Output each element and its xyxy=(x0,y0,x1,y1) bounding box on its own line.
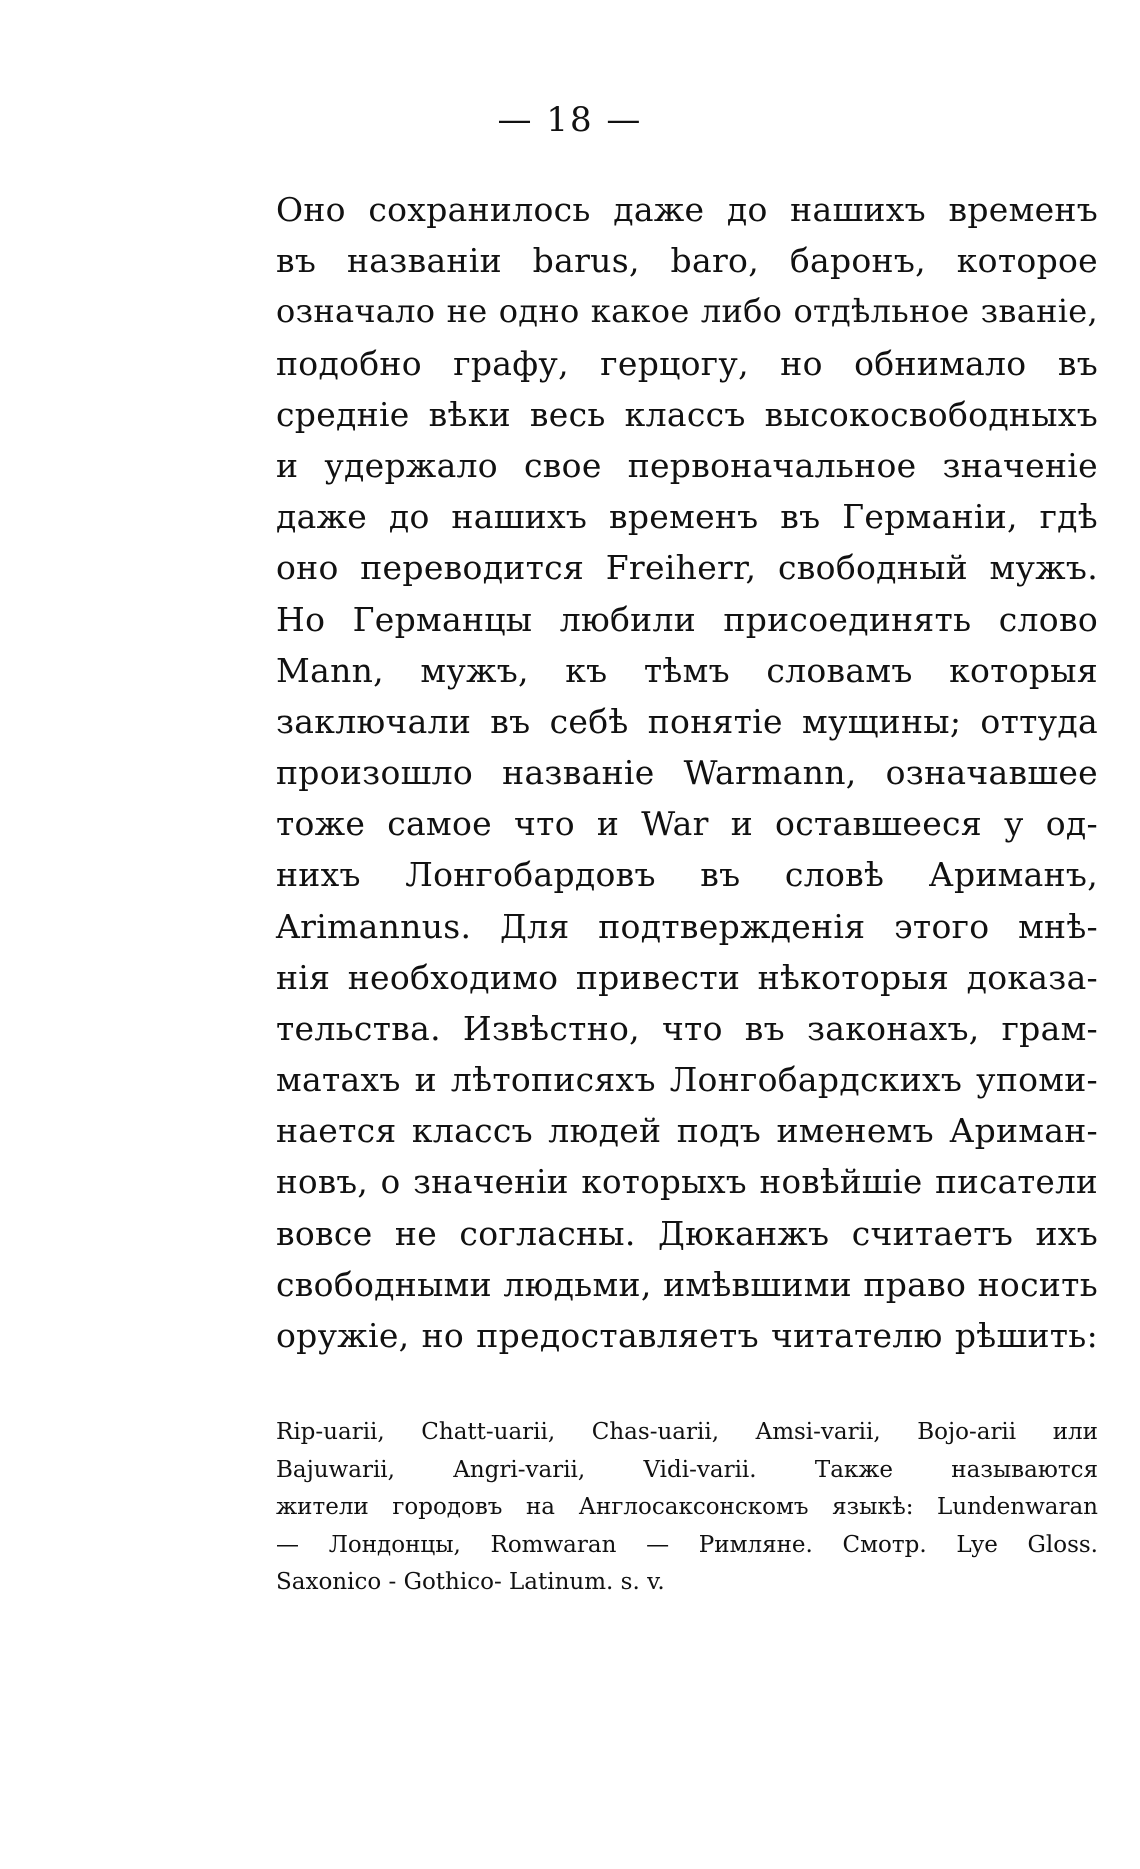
footnote-line: Saxonico - Gothico- Latinum. s. v. xyxy=(276,1569,665,1595)
text-line: даже до нашихъ временъ въ Германіи, гдѣ xyxy=(276,497,1098,537)
text-line: нается классъ людей подъ именемъ Ариман- xyxy=(276,1111,1098,1151)
text-line: и удержало свое первоначальное значеніе xyxy=(276,445,1098,485)
text-line: Но Германцы любили присоединять слово xyxy=(276,599,1098,639)
text-line: Arimannus. Для подтвержденія этого мнѣ- xyxy=(276,906,1098,946)
text-line: подобно графу, герцогу, но обнимало въ xyxy=(276,343,1098,383)
text-line: оно переводится Freiherr, свободный мужъ. xyxy=(276,548,1098,588)
text-line: тоже самое что и War и оставшееся у од- xyxy=(276,804,1098,844)
text-line: матахъ и лѣтописяхъ Лонгобардскихъ упоми- xyxy=(276,1060,1098,1100)
main-text xyxy=(276,184,1098,1361)
footnote-line: жители городовъ на Англосаксонскомъ языкѣ: Lundenwaran xyxy=(276,1494,1098,1520)
text-line: свободными людьми, имѣвшими право носить xyxy=(276,1264,1098,1304)
text-line: Оно сохранилось даже до нашихъ временъ xyxy=(276,190,1098,229)
text-line: означало не одно какое либо отдѣльное званіе, xyxy=(276,292,1098,331)
footnote-line: Bajuwarii, Angri-varii, Vidi-varii. Также называются xyxy=(276,1456,1098,1483)
text-line: въ названіи barus, baro, баронъ, которое xyxy=(276,241,1098,281)
text-line: Mann, мужъ, къ тѣмъ словамъ которыя xyxy=(276,650,1098,690)
footnote-line: Rip-uarii, Chatt-uarii, Chas-uarii, Amsi-varii, Bojo-arii или xyxy=(276,1419,1098,1445)
text-line: нихъ Лонгобардовъ въ словѣ Ариманъ, xyxy=(276,855,1098,895)
text-line: тельства. Извѣстно, что въ законахъ, грам- xyxy=(276,1009,1098,1048)
text-line: заключали въ себѣ понятіе мущины; оттуда xyxy=(276,701,1098,741)
footnote-line: — Лондонцы, Romwaran — Римляне. Смотр. Lye Gloss. xyxy=(276,1531,1098,1558)
text-line: новъ, о значеніи которыхъ новѣйшіе писатели xyxy=(276,1162,1098,1201)
text-line: произошло названіе Warmann, означавшее xyxy=(276,753,1098,793)
text-line: вовсе не согласны. Дюканжъ считаетъ ихъ xyxy=(276,1213,1098,1253)
footnote xyxy=(276,1414,1098,1602)
text-line: нія необходимо привести нѣкоторыя доказа- xyxy=(276,957,1098,997)
text-line: оружіе, но предоставляетъ читателю рѣшить: xyxy=(276,1316,1098,1356)
text-line: средніе вѣки весь классъ высокосвободныхъ xyxy=(276,394,1098,434)
page-number: — 18 — xyxy=(497,100,643,140)
